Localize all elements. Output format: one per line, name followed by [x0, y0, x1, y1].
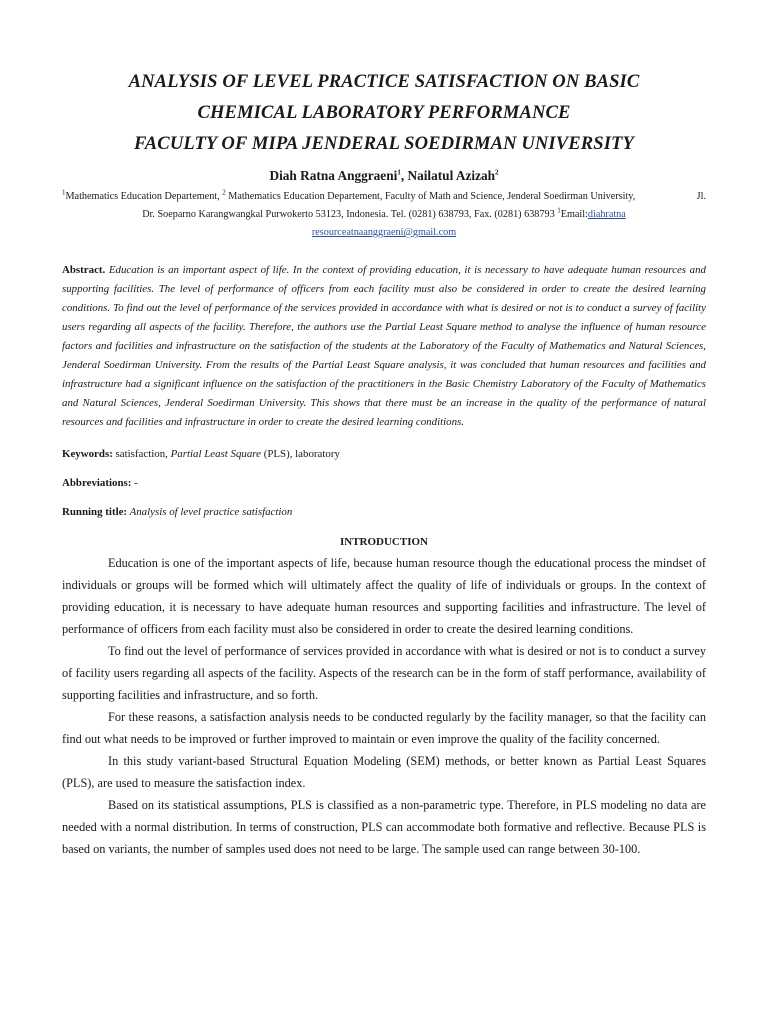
keywords-line [62, 446, 706, 462]
authors-line [62, 167, 706, 185]
email-superscript: 1 [557, 206, 561, 215]
keywords-italic: Partial Least Square [170, 448, 261, 460]
abbreviations-label: Abbreviations: [62, 477, 132, 489]
abbreviations-value: - [131, 477, 138, 489]
affiliation-line-1 [62, 188, 706, 206]
author-1: Diah Ratna Anggraeni [269, 168, 398, 183]
abstract-text: Education is an important aspect of life. In the context of providing education, it is necessary to have adequate human resources and supporting facilities. The level of performance of officers from each facility must also be considered in order to create the desired learning conditions. To find out the level of performance of the services provided in accordance with what is desired or not is to conduct a survey of facility users regarding all aspects of the facility. Therefore, the authors use the Partial Least Square method to analyse the influence of human resource factors and facilities and infrastructure on the satisfaction of the students at the Laboratory of the Faculty of Mathematics and Natural Sciences, Jenderal Soedirman University. From the results of the Partial Least Square analysis, it was concluded that human resources and facilities and infrastructure had a significant influence on the satisfaction of the practitioners in the Basic Chemistry Laboratory of the Faculty of Mathematics and Natural Sciences, Jenderal Soedirman University. This shows that there must be an increase in the quality of the performance of natural resources and facilities and infrastructure in order to create the desired learning conditions. [62, 264, 706, 428]
intro-paragraph: For these reasons, a satisfaction analysis needs to be conducted regularly by the facility manager, so that the facility can find out what needs to be improved or further improved to maintain or even improve the quality of the facility concerned. [62, 710, 706, 746]
title-line-2: CHEMICAL LABORATORY PERFORMANCE [197, 102, 571, 123]
introduction-heading: INTRODUCTION [339, 536, 428, 548]
affiliation-2: Mathematics Education Departement, Faculty of Math and Science, Jenderal Soedirman University, [225, 191, 636, 202]
running-title-value: Analysis of level practice satisfaction [127, 506, 293, 518]
running-title-line [62, 504, 706, 520]
keywords-label: Keywords: [62, 448, 113, 460]
author-2-superscript: 2 [495, 168, 499, 177]
affiliation-line-3 [62, 224, 706, 242]
intro-paragraph: To find out the level of performance of services provided in accordance with what is desired or not is to conduct a survey of facility users regarding all aspects of the facility. Aspects of the research can be in the form of staff performance, availability of supporting facilities and infrastructure, and so forth. [62, 644, 706, 702]
intro-paragraph: Education is one of the important aspects of life, because human resource though the educational process the mindset of individuals or groups will be formed which will ultimately affect the quality of life of individuals or groups. In the context of providing education, it is necessary to have adequate human resources and supporting facilities and infrastructure. The level of performance of officers from each facility must also be considered in order to create the desired learning conditions. [62, 556, 706, 636]
email-link-part-1[interactable]: diahratna [587, 209, 626, 220]
affiliation-superscript-1: 1 [62, 188, 66, 197]
affiliation-block [62, 188, 706, 242]
title-line-3: FACULTY OF MIPA JENDERAL SOEDIRMAN UNIVERSITY [134, 133, 634, 154]
affiliation-superscript-2: 2 [222, 188, 226, 197]
affiliation-line-2 [62, 206, 706, 224]
abbreviations-line [62, 475, 706, 491]
author-separator: , [400, 168, 408, 183]
author-2: Nailatul Azizah [407, 168, 496, 183]
intro-paragraph: Based on its statistical assumptions, PLS is classified as a non-parametric type. Therefore, in PLS modeling no data are needed with a normal distribution. In terms of construction, PLS can accommodate both formative and reflective. Because PLS is based on variants, the number of samples used does not need to be large. The sample used can range between 30-100. [62, 798, 706, 856]
author-1-superscript: 1 [397, 168, 401, 177]
email-link-part-2[interactable]: resourceatnaanggraeni@gmail.com [311, 227, 457, 238]
affiliation-1: Mathematics Education Departement, [65, 191, 223, 202]
introduction-body [62, 552, 706, 860]
title-line-1: ANALYSIS OF LEVEL PRACTICE SATISFACTION ON BASIC [128, 71, 640, 92]
abstract-label: Abstract. [62, 264, 106, 276]
affiliation-line-end: Jl. [696, 191, 706, 202]
keywords-part-1: satisfaction, [112, 448, 171, 460]
running-title-label: Running title: [62, 506, 128, 518]
email-label: Email: [560, 209, 588, 220]
keywords-part-2: (PLS), laboratory [260, 448, 340, 460]
affiliation-address: Dr. Soeparno Karangwangkal Purwokerto 53123, Indonesia. Tel. (0281) 638793, Fax. (0281) 638793 [142, 209, 558, 220]
abstract [62, 261, 706, 432]
title-block [62, 0, 706, 159]
intro-paragraph: In this study variant-based Structural Equation Modeling (SEM) methods, or better known as Partial Least Squares (PLS), are used to measure the satisfaction index. [62, 754, 706, 790]
